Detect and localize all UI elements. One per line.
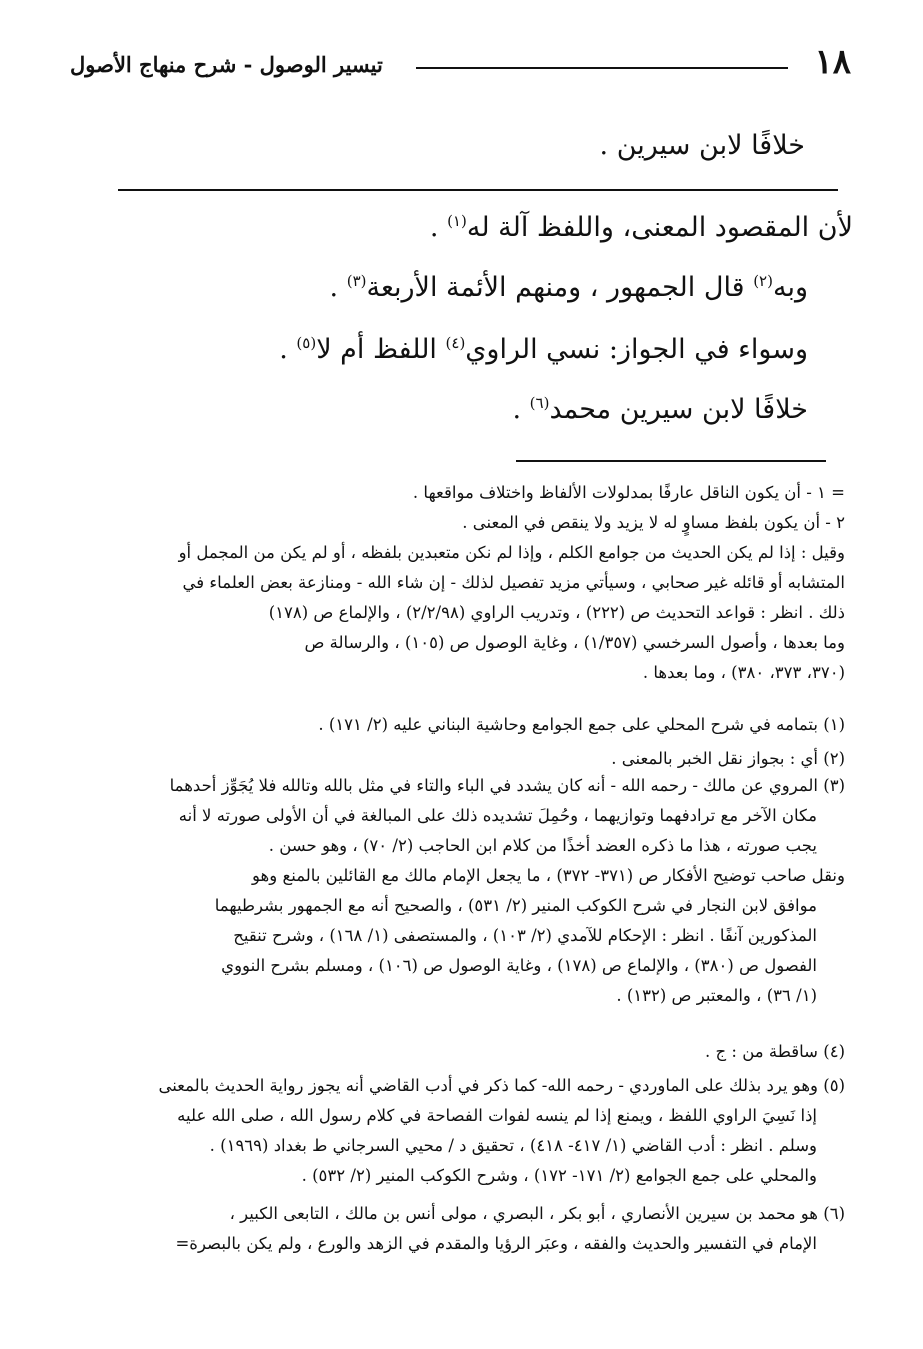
main-text: .: [329, 272, 347, 303]
footnote-marker: (٥): [296, 334, 317, 352]
main-text: اللفظ أم لا: [316, 334, 446, 365]
footnote-4: [65, 1037, 845, 1067]
main-text: وبه: [772, 272, 808, 303]
main-text: وسواء في الجواز: نسي الراوي: [465, 334, 808, 365]
footnote-1: [65, 710, 845, 740]
header-rule: [416, 67, 788, 69]
footnote-line: (٣) المروي عن مالك - رحمه الله - أنه كان يشدد في الباء والتاء في مثل بالله وتالله فلا يُجَوِّز أحدهما: [169, 776, 845, 795]
footnote-line: إذا نَسِيَ الراوي اللفظ ، ويمنع إذا لم ينسه لفوات الفصاحة في كلام رسول الله ، صلى الله عليه: [177, 1106, 817, 1125]
footnote-marker: (١): [447, 212, 467, 230]
footnote-line: (٦) هو محمد بن سيرين الأنصاري ، أبو بكر ، البصري ، مولى أنس بن مالك ، التابعى الكبير ،: [229, 1204, 845, 1223]
footnote-marker: (٦): [529, 394, 550, 412]
main-line-2: [330, 272, 808, 303]
footnote-marker: (٢): [753, 272, 773, 290]
running-title: تيسير الوصول - شرح منهاج الأصول: [70, 52, 383, 77]
main-text: لأن المقصود المعنى، واللفظ آلة له: [466, 212, 853, 243]
footnote-line: الإمام في التفسير والحديث والفقه ، وعبَر الرؤيا والمقدم في الزهد والورع ، ولم يكن بالبصرة=: [175, 1234, 817, 1253]
main-line-1: [430, 212, 853, 243]
main-text: .: [429, 212, 448, 243]
main-text: .: [279, 334, 297, 365]
footnote-rule: [516, 460, 826, 462]
footnote-marker: (٣): [346, 272, 367, 290]
footnote-continuation: [65, 478, 845, 688]
footnote-line: (١/ ٣٦) ، والمعتبر ص (١٣٢) .: [616, 986, 817, 1005]
footnote-line: ذلك . انظر : قواعد التحديث ص (٢٢٢) ، وتدريب الراوي (٢/٢/٩٨) ، والإلماع ص (١٧٨): [268, 603, 845, 622]
footnote-3: [65, 771, 845, 1011]
footnote-line: وقيل : إذا لم يكن الحديث من جوامع الكلم ، وإذا لم نكن متعبدين بلفظه ، أو لم يكن من المجمل أو: [178, 543, 845, 562]
main-text: خلافًا لابن سيرين محمد: [549, 394, 808, 425]
footnote-line: الفصول ص (٣٨٠) ، والإلماع ص (١٧٨) ، وغاية الوصول ص (١٠٦) ، ومسلم بشرح النووي: [221, 956, 817, 975]
footnote-line: (٣٧٠، ٣٧٣، ٣٨٠) ، وما بعدها .: [642, 663, 845, 682]
footnote-line: (١) بتمامه في شرح المحلي على جمع الجوامع وحاشية البناني عليه (٢/ ١٧١) .: [318, 715, 845, 734]
footnote-line: (٤) ساقطة من : ج .: [705, 1042, 845, 1061]
footnote-line: وسلم . انظر : أدب القاضي (١/ ٤١٧- ٤١٨) ، تحقيق د / محيي السرجاني ط بغداد (١٩٦٩) .: [209, 1136, 817, 1155]
footnote-line: موافق لابن النجار في شرح الكوكب المنير (٢/ ٥٣١) ، والصحيح أنه مع الجمهور بشرطيهما: [214, 896, 817, 915]
main-divider-rule: [118, 189, 838, 191]
footnote-2: [65, 744, 845, 774]
footnote-line: المتشابه أو قائله غير صحابي ، وسيأتي مزيد تفصيل لذلك - إن شاء الله - ومنازعة بعض العلماء في: [182, 573, 845, 592]
main-text: قال الجمهور ، ومنهم الأئمة الأربعة: [366, 272, 754, 303]
footnote-line: مكان الآخر مع ترادفهما وتوازيهما ، وحُمِلَ تشديده ذلك على المبالغة في أن الأولى صورته لا أنه: [178, 806, 817, 825]
main-text: خلافًا لابن سيرين .: [599, 130, 805, 161]
footnote-6: [65, 1199, 845, 1259]
footnote-5: [65, 1071, 845, 1191]
main-text: .: [512, 394, 530, 425]
footnote-line: المذكورين آنفًا . انظر : الإحكام للآمدي (٢/ ١٠٣) ، والمستصفى (١/ ١٦٨) ، وشرح تنقيح: [233, 926, 817, 945]
footnote-line: ٢ - أن يكون بلفظ مساوٍ له لا يزيد ولا ينقص في المعنى .: [462, 513, 845, 532]
footnote-marker: (٤): [445, 334, 466, 352]
main-line-0: [600, 130, 805, 161]
footnote-line: وما بعدها ، وأصول السرخسي (١/٣٥٧) ، وغاية الوصول ص (١٠٥) ، والرسالة ص: [304, 633, 845, 652]
main-line-3: [279, 334, 808, 365]
footnote-line: يجب صورته ، هذا ما ذكره العضد أخذًا من كلام ابن الحاجب (٢/ ٧٠) ، وهو حسن .: [268, 836, 817, 855]
footnote-line: (٥) وهو يرد بذلك على الماوردي - رحمه الله- كما ذكر في أدب القاضي أنه يجوز رواية الحديث بالمعنى: [158, 1076, 845, 1095]
footnote-line: (٢) أي : بجواز نقل الخبر بالمعنى .: [611, 749, 845, 768]
footnote-line: = ١ - أن يكون الناقل عارفًا بمدلولات الألفاظ واختلاف مواقعها .: [412, 483, 845, 502]
page-number: ١٨: [814, 42, 851, 82]
footnote-line: والمحلي على جمع الجوامع (٢/ ١٧١- ١٧٢) ، وشرح الكوكب المنير (٢/ ٥٣٢) .: [301, 1166, 817, 1185]
footnote-line: ونقل صاحب توضيح الأفكار ص (٣٧١- ٣٧٢) ، ما يجعل الإمام مالك مع القائلين بالمنع وهو: [252, 866, 845, 885]
main-line-4: [512, 394, 808, 425]
